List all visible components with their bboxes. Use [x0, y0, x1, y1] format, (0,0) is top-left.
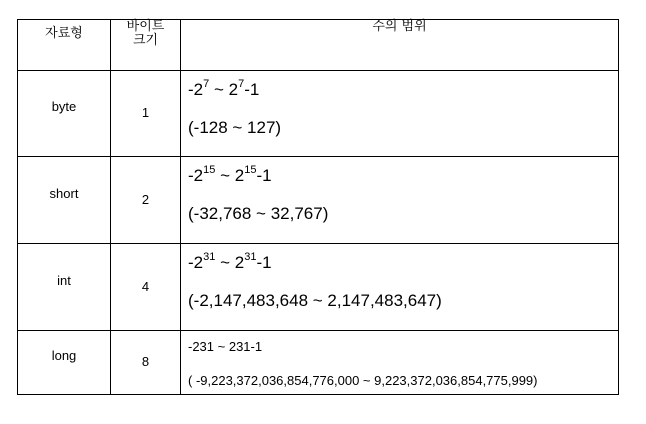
formula-tail: -1 [256, 166, 272, 185]
header-type-label: 자료형 [45, 26, 83, 41]
data-type-table [17, 19, 619, 395]
range-values: (-2,147,483,648 ~ 2,147,483,647) [188, 291, 442, 310]
type-name: short [49, 185, 79, 201]
formula-exponent-high: 31 [244, 251, 257, 263]
formula-base-high: 2 [228, 80, 239, 99]
formula-base-low: 2 [193, 166, 204, 185]
formula-minus: - [188, 166, 194, 185]
range-cell [181, 71, 619, 157]
formula-tail: -1 [256, 253, 272, 272]
bytes-cell [111, 71, 181, 157]
byte-size: 8 [141, 354, 150, 369]
formula-exponent-low: 31 [203, 251, 216, 263]
bytes-cell [111, 157, 181, 244]
header-type [18, 20, 111, 71]
range-formula: -231 ~ 231-1 [188, 339, 263, 354]
formula-exponent-high: 7 [238, 78, 245, 90]
header-range [181, 20, 619, 71]
bytes-cell [111, 331, 181, 395]
range-formula [188, 252, 272, 274]
range-values: (-128 ~ 127) [188, 118, 282, 137]
type-cell [18, 71, 111, 157]
byte-size: 1 [141, 105, 150, 120]
header-range-label: 수의 범위 [372, 19, 427, 34]
formula-minus: - [188, 253, 194, 272]
bytes-cell [111, 244, 181, 331]
formula-exponent-low: 15 [203, 164, 216, 176]
range-cell [181, 157, 619, 244]
byte-size: 2 [141, 191, 150, 207]
range-values: ( -9,223,372,036,854,776,000 ~ 9,223,372,036,854,775,999) [188, 373, 538, 388]
type-name: byte [51, 99, 77, 114]
formula-exponent-low: 7 [203, 78, 210, 90]
formula-separator: ~ [215, 166, 235, 185]
range-formula [188, 165, 272, 187]
header-bytes-label-line2: 크기 [132, 33, 159, 48]
type-name: long [51, 348, 77, 363]
header-bytes [111, 20, 181, 71]
formula-base-high: 2 [234, 253, 245, 272]
table-row-byte [18, 71, 619, 157]
type-cell [18, 244, 111, 331]
table-row-int [18, 244, 619, 331]
type-name: int [57, 272, 71, 288]
formula-base-high: 2 [234, 166, 245, 185]
byte-size: 4 [141, 278, 150, 294]
type-cell [18, 331, 111, 395]
formula-separator: ~ [215, 253, 235, 272]
header-bytes-label-line1: 바이트 [126, 19, 165, 34]
type-cell [18, 157, 111, 244]
range-cell [181, 244, 619, 331]
formula-exponent-high: 15 [244, 164, 257, 176]
range-formula [188, 79, 259, 101]
range-cell [181, 331, 619, 395]
range-values: (-32,768 ~ 32,767) [188, 204, 329, 223]
formula-base-low: 2 [193, 253, 204, 272]
table-row-long [18, 331, 619, 395]
table-row-short [18, 157, 619, 244]
formula-base-low: 2 [193, 80, 204, 99]
formula-tail: -1 [244, 80, 260, 99]
formula-separator: ~ [209, 80, 229, 99]
formula-minus: - [188, 80, 194, 99]
header-row [18, 20, 619, 71]
